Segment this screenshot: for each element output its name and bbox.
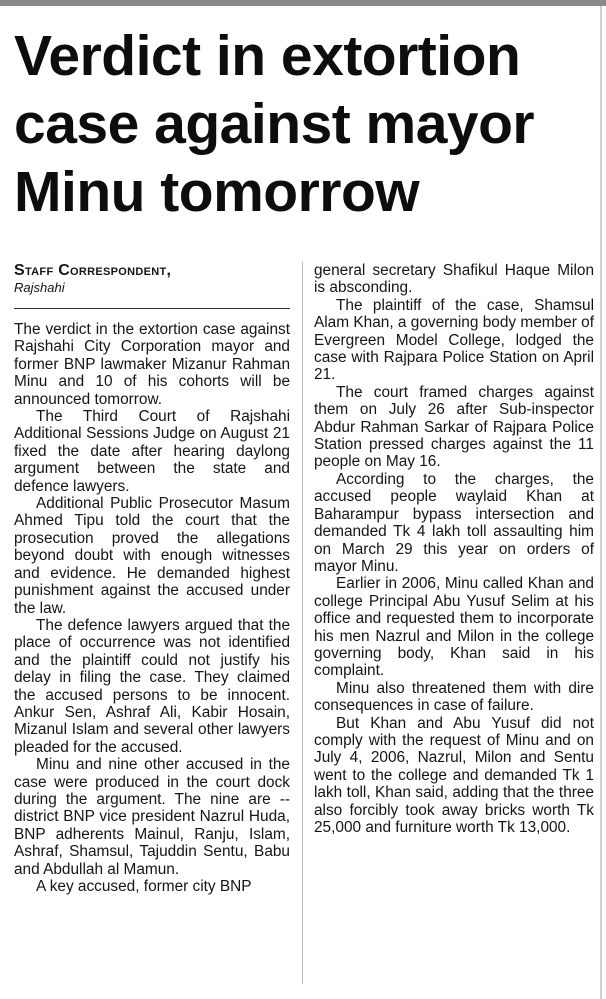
- byline-text: Staff Correspondent,: [14, 262, 172, 279]
- article-paragraph: According to the charges, the accused people waylaid Khan at Baharampur bypass intersection and demanded Tk 4 lakh toll assaulting him on March 29 this year on orders of mayor Minu.: [314, 470, 594, 575]
- article-paragraph: The Third Court of Rajshahi Additional Sessions Judge on August 21 fixed the date after hearing daylong argument between the state and defence lawyers.: [14, 408, 290, 495]
- article-paragraph: Additional Public Prosecutor Masum Ahmed Tipu told the court that the prosecution proved the allegations beyond doubt with enough witnesses and evidence. He demanded highest punishment against the accused under the law.: [14, 495, 290, 617]
- article-paragraph: Minu and nine other accused in the case were produced in the court dock during the argument. The nine are -- district BNP vice president Nazrul Huda, BNP adherents Mainul, Ranju, Islam, Ashraf, Shamsul, Tajuddin Sentu, Babu and Abdullah al Mamun.: [14, 756, 290, 878]
- article-paragraph: The defence lawyers argued that the place of occurrence was not identified and the plaintiff could not justify his delay in filing the case. They claimed the accused persons to be innocent. Ankur Sen, Ashraf Ali, Kabir Hosain, Mizanul Islam and several other lawyers pleaded for the accused.: [14, 616, 290, 756]
- article-paragraph: But Khan and Abu Yusuf did not comply with the request of Minu and on July 4, 2006, Nazrul, Milon and Sentu went to the college and demanded Tk 1 lakh toll, Khan said, adding that the three also forcibly took away bricks worth Tk 25,000 and furniture worth Tk 13,000.: [314, 714, 594, 836]
- top-border: [0, 0, 606, 6]
- article-paragraph: The court framed charges against them on July 26 after Sub-inspector Abdur Rahman Sarkar of Rajpara Police Station pressed charges against the 11 people on May 16.: [314, 383, 594, 471]
- article-paragraph-continued: general secretary Shafikul Haque Milon is absconding.: [314, 262, 594, 297]
- article-column-right: [314, 262, 594, 836]
- article-paragraph: Minu also threatened them with dire consequences in case of failure.: [314, 679, 594, 715]
- byline-rule: [14, 308, 290, 309]
- article-column-left: [14, 262, 290, 895]
- article-headline: Verdict in extortion case against mayor Minu tomorrow: [14, 24, 535, 224]
- dateline: Rajshahi: [14, 280, 65, 295]
- article-paragraph: A key accused, former city BNP: [36, 878, 252, 895]
- right-edge-shadow: [600, 6, 602, 999]
- article-paragraph: The verdict in the extortion case against Rajshahi City Corporation mayor and former BNP lawmaker Mizanur Rahman Minu and 10 of his cohorts will be announced tomorrow.: [14, 321, 290, 408]
- column-divider: [302, 262, 303, 984]
- byline: [14, 262, 290, 280]
- article-paragraph: Earlier in 2006, Minu called Khan and college Principal Abu Yusuf Selim at his office and requested them to incorporate his men Nazrul and Milon in the college governing body, Khan said in his complaint.: [314, 575, 594, 680]
- article-paragraph: The plaintiff of the case, Shamsul Alam Khan, a governing body member of Evergreen Model College, lodged the case with Rajpara Police Station on April 21.: [314, 296, 594, 384]
